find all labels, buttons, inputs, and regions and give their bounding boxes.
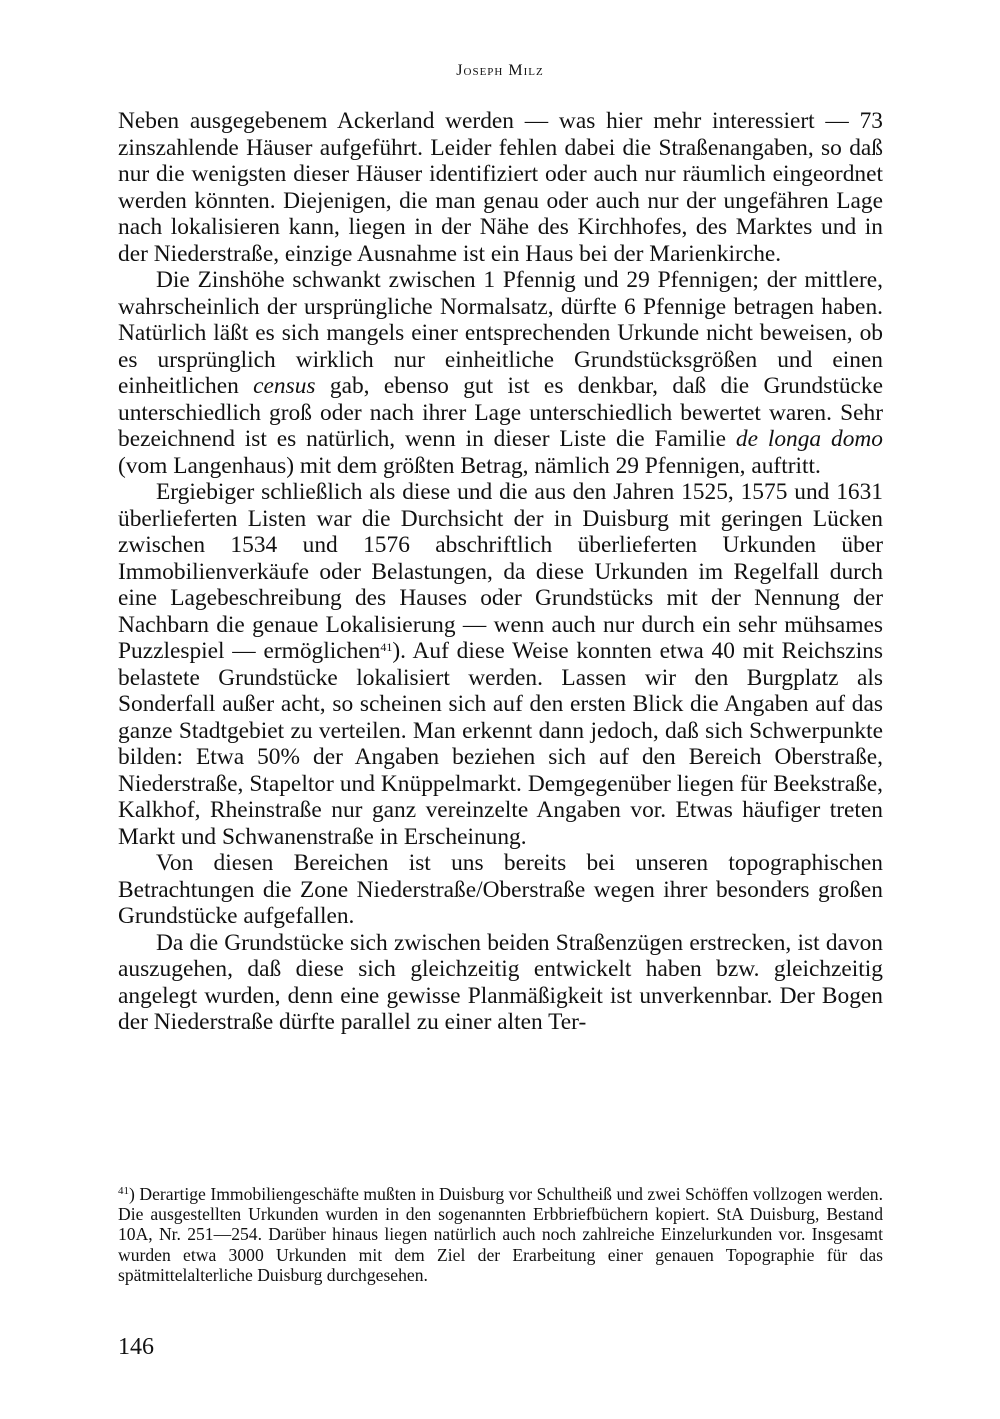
paragraph-1: Neben ausgegebenem Ackerland werden — was hier mehr interessiert — 73 zinszahlende Häuser aufgeführt. Leider fehlen dabei die Straßenangaben, so daß nur die wenigsten dieser Häuser identifiziert oder auch nur räumlich eingeordnet werden könnten. Diejenigen, die man genau oder auch nur der ungefähren Lage nach lokalisieren kann, liegen in der Nähe des Kirchhofes, des Marktes und in der Niederstraße, einzige Ausnahme ist ein Haus bei der Marienkirche. (118, 108, 883, 267)
paragraph-3 (118, 479, 883, 850)
paragraph-5: Da die Grundstücke sich zwischen beiden Straßenzügen erstrecken, ist davon auszugehen, daß diese sich gleichzeitig entwickelt haben bzw. gleichzeitig angelegt wurden, denn eine gewisse Planmäßigkeit ist unverkennbar. Der Bogen der Niederstraße dürfte parallel zu einer alten Ter- (118, 929, 883, 1035)
italic-census: census (253, 373, 316, 399)
paragraph-2-text-b: gab, ebenso gut ist es denkbar, daß die Grundstücke unterschiedlich groß oder nach ihrer Lage unterschiedlich bewertet waren. Sehr bezeichnend ist es natürlich, wenn in dieser Liste die Familie (118, 373, 883, 452)
footnote (118, 1184, 883, 1285)
footnote-mark: 41 (118, 1185, 129, 1197)
body-text (118, 108, 883, 1036)
paragraph-3-text-a: Ergiebiger schließlich als diese und die aus den Jahren 1525, 1575 und 1631 überlieferten Listen war die Durchsicht der in Duisburg mit geringen Lücken zwischen 1534 und 1576 abschriftlich überlieferten Urkunden über Immobilienverkäufe oder Belastungen, da diese Urkunden im Regelfall durch eine Lagebeschreibung des Hauses oder Grundstücks mit der Nennung der Nachbarn die genaue Lokalisierung — wenn auch nur durch ein sehr mühsames Puzzlespiel — ermöglichen (118, 479, 883, 664)
footnote-text: ) Derartige Immobiliengeschäfte mußten in Duisburg vor Schultheiß und zwei Schöffen vollzogen werden. Die ausgestellten Urkunden wurden in den sogenannten Erbbriefbüchern kopiert. StA Duisburg, Bestand 10A, Nr. 251—254. Darüber hinaus liegen natürlich auch noch zahlreiche Einzelurkunden vor. Insgesamt wurden etwa 3000 Urkunden mit dem Ziel der Erarbeitung einer genauen Topographie für das spätmittelalterliche Duisburg durchgesehen. (118, 1184, 883, 1285)
paragraph-2 (118, 267, 883, 479)
paragraph-2-text-c: (vom Langenhaus) mit dem größten Betrag, nämlich 29 Pfennigen, auftritt. (118, 452, 821, 479)
footnote-reference: 41 (380, 640, 393, 654)
paragraph-2-text-a: Die Zinshöhe schwankt zwischen 1 Pfennig und 29 Pfennigen; der mittlere, wahrscheinlich der ursprüngliche Normalsatz, dürfte 6 Pfennige betragen haben. Natürlich läßt es sich mangels einer entsprechenden Urkunde nicht beweisen, ob es ursprünglich wirklich nur einheitliche Grundstücksgrößen und einen einheitlichen (118, 267, 883, 399)
running-head: Joseph Milz (456, 62, 544, 79)
paragraph-4: Von diesen Bereichen ist uns bereits bei unseren topographischen Betrachtungen die Zone Niederstraße/Oberstraße wegen ihrer besonders großen Grundstücke aufgefallen. (118, 850, 883, 929)
paragraph-3-text-b: ). Auf diese Weise konnten etwa 40 mit Reichszins belastete Grundstücke lokalisiert werden. Lassen wir den Burgplatz als Sonderfall außer acht, so scheinen sich auf den ersten Blick die Angaben auf das ganze Stadtgebiet zu verteilen. Man erkennt dann jedoch, daß sich Schwerpunkte bilden: Etwa 50% der Angaben beziehen sich auf den Bereich Oberstraße, Niederstraße, Stapeltor und Knüppelmarkt. Demgegenüber liegen für Beekstraße, Kalkhof, Rheinstraße nur ganz vereinzelte Angaben vor. Etwas häufiger treten Markt und Schwanenstraße in Erscheinung. (118, 638, 883, 850)
italic-de-longa-domo: de longa domo (735, 426, 883, 452)
page-number: 146 (118, 1334, 154, 1360)
